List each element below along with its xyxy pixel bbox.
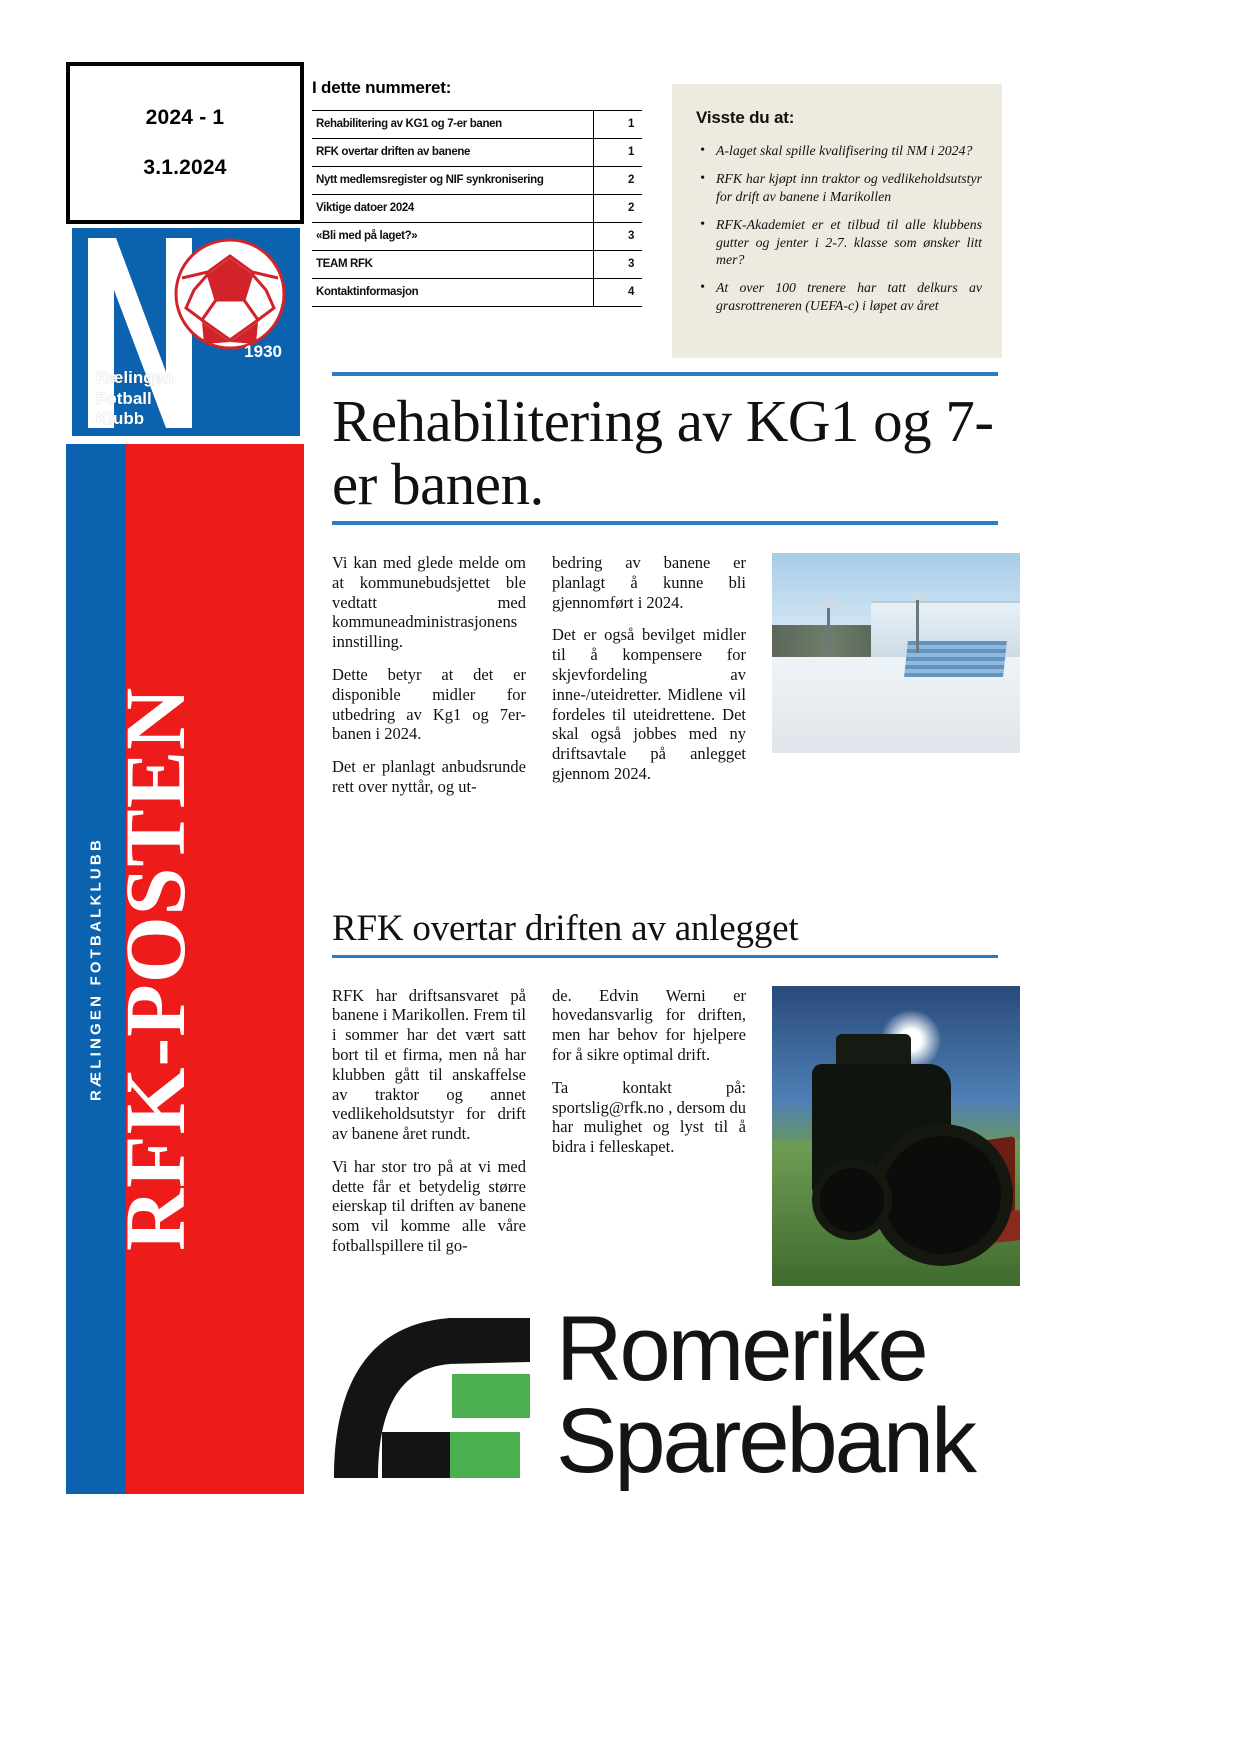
toc-row-page: 1: [594, 139, 643, 167]
article1-body: [332, 553, 998, 797]
toc-row-title: Rehabilitering av KG1 og 7-er banen: [312, 111, 594, 139]
toc-row[interactable]: [312, 139, 642, 167]
toc-row-page: 4: [594, 279, 643, 307]
banner-subtitle: RÆLINGEN FOTBALKLUBB: [87, 837, 105, 1101]
romerike-sparebank-mark-icon: [330, 1312, 540, 1482]
did-you-know-list: [696, 142, 982, 314]
issue-date: 3.1.2024: [143, 156, 227, 179]
sponsor-name-line-1: Romerike: [556, 1298, 926, 1400]
did-you-know-item: • RFK-Akademiet er et tilbud til alle klubbens gutter og jenter i 2-7. klasse som ønsker litt mer?: [714, 216, 982, 268]
article-paragraph: Ta kontakt på: sportslig@rfk.no , dersom du har mulighet og lyst til å bidra i felleskapet.: [552, 1077, 746, 1157]
article2-rule: [332, 955, 998, 958]
photo-stand-seats: [904, 641, 1007, 677]
toc-row[interactable]: [312, 223, 642, 251]
issue-box: [66, 62, 304, 224]
snowy-pitch-photo: [772, 553, 1020, 753]
toc-row[interactable]: [312, 167, 642, 195]
toc-row-title: RFK overtar driften av banene: [312, 139, 594, 167]
article1-rule-bottom: [332, 521, 998, 525]
article-paragraph: Vi kan med glede melde om at kommunebudsjettet ble vedtatt med kommuneadministrasjonens innstilling.: [332, 553, 526, 652]
toc-row-page: 2: [594, 167, 643, 195]
article1-column-1: [332, 553, 526, 797]
photo-tractor-front-wheel: [812, 1160, 892, 1240]
photo-floodlight-pole-2: [916, 597, 919, 653]
crest-line-1: Rælingen: [96, 367, 174, 387]
banner-title: RFK-POSTEN: [107, 686, 203, 1252]
toc-row-title: TEAM RFK: [312, 251, 594, 279]
did-you-know-item: • At over 100 trenere har tatt delkurs av grasrottreneren (UEFA-c) i løpet av året: [714, 279, 982, 314]
did-you-know-item: • RFK har kjøpt inn traktor og vedlikeholdsutstyr for drift av banene i Marikollen: [714, 170, 982, 205]
toc-table: [312, 110, 642, 307]
toc-row[interactable]: [312, 279, 642, 307]
toc-row[interactable]: [312, 195, 642, 223]
football-icon: [174, 238, 286, 350]
article-paragraph: Dette betyr at det er disponible midler for utbedring av Kg1 og 7er-banen i 2024.: [332, 665, 526, 744]
article1-title: Rehabilitering av KG1 og 7-er banen.: [332, 388, 994, 517]
toc-row-title: Viktige datoer 2024: [312, 195, 594, 223]
toc-row-title: Kontaktinformasjon: [312, 279, 594, 307]
article2-column-2: [552, 986, 746, 1286]
did-you-know-box: [672, 84, 1002, 358]
table-of-contents: [312, 78, 642, 307]
sponsor-logo: [330, 1300, 1020, 1520]
crest-club-name: [96, 368, 173, 430]
article-paragraph: Det er planlagt anbudsrunde rett over nyttår, og ut-: [332, 757, 526, 797]
article-paragraph: RFK har driftsansvaret på banene i Marikollen. Frem til i sommer har det vært satt bort til et firma, men nå har klubben gått til anskaffelse av traktor og annet vedlikeholdsutstyr for drift av banene året rundt.: [332, 985, 526, 1144]
toc-row[interactable]: [312, 251, 642, 279]
toc-row-title: Nytt medlemsregister og NIF synkronisering: [312, 167, 594, 195]
article2-column-1: [332, 986, 526, 1286]
toc-row-page: 3: [594, 223, 643, 251]
crest-line-3: Klubb: [96, 409, 145, 429]
photo-tractor-rear-wheel: [871, 1124, 1013, 1266]
issue-number: 2024 - 1: [145, 106, 225, 129]
article-paragraph: de. Edvin Werni er hovedansvarlig for driften, men har behov for hjelpere for å sikre optimal drift.: [552, 985, 746, 1064]
did-you-know-heading: Visste du at:: [696, 108, 795, 127]
toc-heading: I dette nummeret:: [312, 78, 452, 97]
vertical-masthead-banner: [66, 444, 304, 1494]
toc-row-page: 2: [594, 195, 643, 223]
article-paragraph: bedring av banene er planlagt å kunne bli gjennomført i 2024.: [552, 553, 746, 612]
main-content: [332, 372, 998, 1286]
club-crest: [72, 228, 300, 436]
article2-body: [332, 986, 998, 1286]
article-paragraph: Vi har stor tro på at vi med dette får et betydelig større eierskap til driften av banene som vil komme alle våre fotballspillere til go-: [332, 1156, 526, 1256]
photo-floodlight-lamp-2: [911, 593, 927, 600]
article1-column-2: [552, 553, 746, 797]
article-paragraph: Det er også bevilget midler til å kompensere for skjevfordeling av inne-/uteidretter. Midlene vil fordeles til uteidrettene. Det skal også jobbes med ny driftsavtale på anlegget gjennom 2024.: [552, 625, 746, 784]
toc-row-page: 3: [594, 251, 643, 279]
crest-year: 1930: [244, 342, 282, 361]
sponsor-name-line-2: Sparebank: [556, 1390, 974, 1492]
article1-rule-top: [332, 372, 998, 376]
photo-floodlight-lamp-1: [822, 601, 838, 608]
did-you-know-item: • A-laget skal spille kvalifisering til NM i 2024?: [714, 142, 982, 159]
tractor-photo: [772, 986, 1020, 1286]
article-spacer: [332, 797, 998, 909]
toc-row-page: 1: [594, 111, 643, 139]
crest-line-2: Fotball: [96, 388, 152, 408]
article2-title: RFK overtar driften av anlegget: [332, 907, 799, 949]
toc-row[interactable]: [312, 111, 642, 139]
photo-floodlight-pole-1: [827, 605, 830, 657]
toc-row-title: «Bli med på laget?»: [312, 223, 594, 251]
